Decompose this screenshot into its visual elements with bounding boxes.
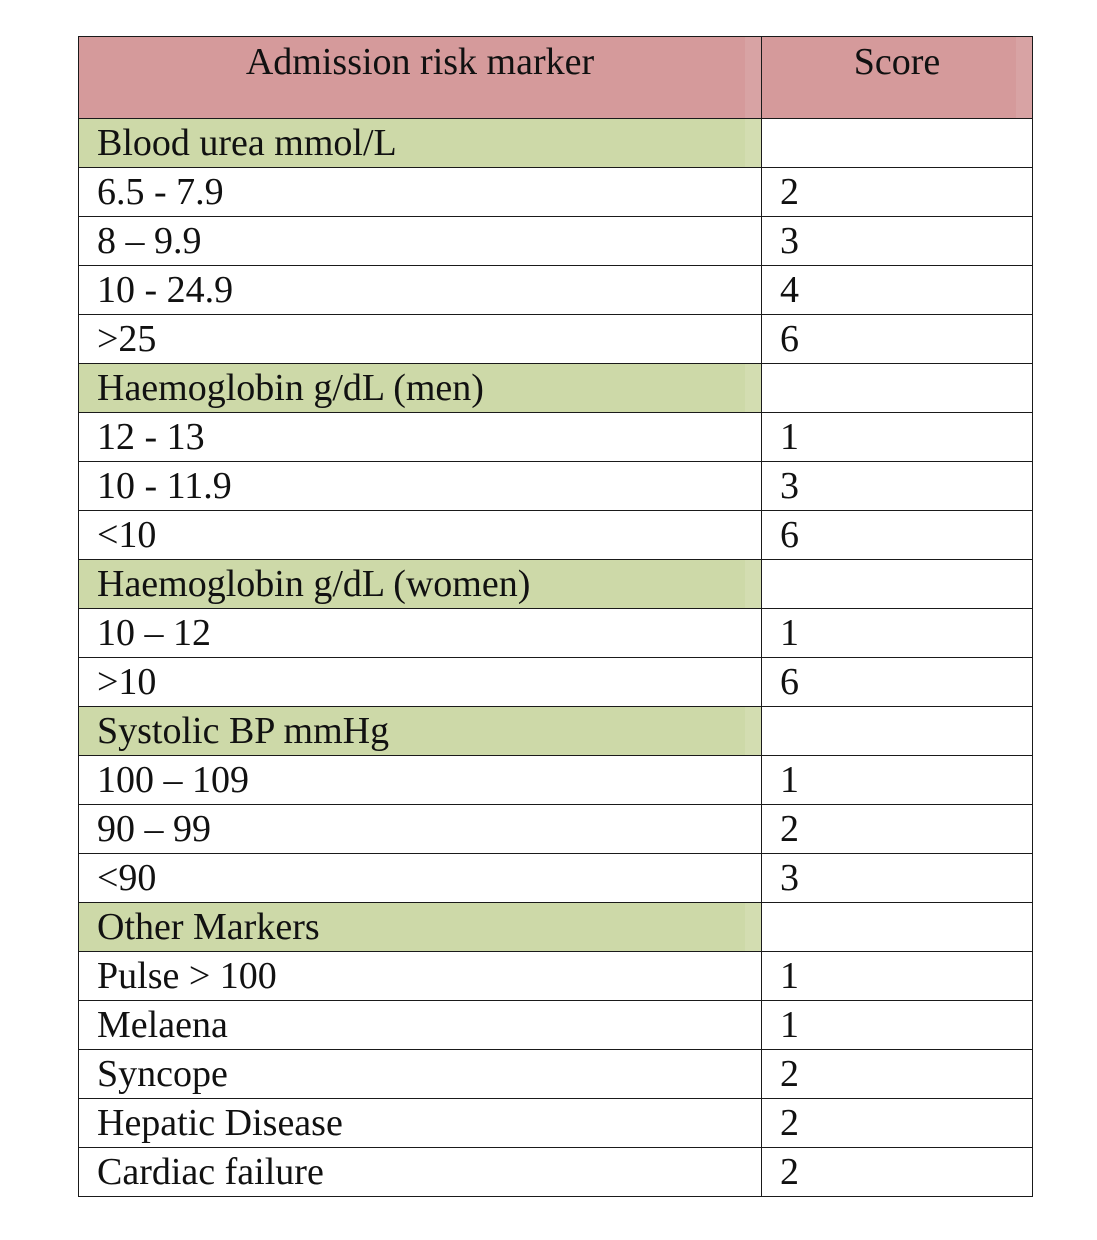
section-score-empty xyxy=(762,119,1033,168)
table-row xyxy=(79,756,1033,805)
score-cell: 6 xyxy=(762,511,1033,560)
score-cell: 3 xyxy=(762,854,1033,903)
table-row xyxy=(79,462,1033,511)
marker-cell: Melaena xyxy=(79,1001,762,1050)
score-cell: 3 xyxy=(762,217,1033,266)
marker-cell: <90 xyxy=(79,854,762,903)
table-row xyxy=(79,952,1033,1001)
score-cell: 1 xyxy=(762,756,1033,805)
score-cell: 1 xyxy=(762,1001,1033,1050)
section-title: Blood urea mmol/L xyxy=(79,119,762,168)
table-row xyxy=(79,511,1033,560)
marker-cell: Syncope xyxy=(79,1050,762,1099)
table-row xyxy=(79,658,1033,707)
marker-cell: >25 xyxy=(79,315,762,364)
table-row xyxy=(79,315,1033,364)
table-row xyxy=(79,217,1033,266)
marker-cell: 10 - 11.9 xyxy=(79,462,762,511)
table-row xyxy=(79,1001,1033,1050)
marker-cell: Pulse > 100 xyxy=(79,952,762,1001)
risk-score-table xyxy=(78,36,1033,1197)
score-cell: 1 xyxy=(762,952,1033,1001)
marker-cell: 6.5 - 7.9 xyxy=(79,168,762,217)
section-score-empty xyxy=(762,364,1033,413)
score-cell: 6 xyxy=(762,315,1033,364)
score-cell: 1 xyxy=(762,413,1033,462)
marker-cell: <10 xyxy=(79,511,762,560)
table-row xyxy=(79,266,1033,315)
score-cell: 4 xyxy=(762,266,1033,315)
marker-cell: 90 – 99 xyxy=(79,805,762,854)
score-cell: 6 xyxy=(762,658,1033,707)
table-row xyxy=(79,1099,1033,1148)
marker-cell: Cardiac failure xyxy=(79,1148,762,1197)
table-row xyxy=(79,1148,1033,1197)
score-cell: 1 xyxy=(762,609,1033,658)
table-row xyxy=(79,854,1033,903)
marker-cell: 12 - 13 xyxy=(79,413,762,462)
marker-cell: 8 – 9.9 xyxy=(79,217,762,266)
score-cell: 2 xyxy=(762,1050,1033,1099)
section-header-row xyxy=(79,903,1033,952)
section-title: Haemoglobin g/dL (men) xyxy=(79,364,762,413)
section-score-empty xyxy=(762,560,1033,609)
section-header-row xyxy=(79,364,1033,413)
score-cell: 3 xyxy=(762,462,1033,511)
score-cell: 2 xyxy=(762,168,1033,217)
section-title: Systolic BP mmHg xyxy=(79,707,762,756)
section-title: Haemoglobin g/dL (women) xyxy=(79,560,762,609)
table-row xyxy=(79,805,1033,854)
marker-cell: 100 – 109 xyxy=(79,756,762,805)
table-row xyxy=(79,413,1033,462)
table-row xyxy=(79,1050,1033,1099)
section-header-row xyxy=(79,560,1033,609)
marker-cell: 10 - 24.9 xyxy=(79,266,762,315)
section-header-row xyxy=(79,707,1033,756)
score-cell: 2 xyxy=(762,1099,1033,1148)
marker-cell: 10 – 12 xyxy=(79,609,762,658)
score-cell: 2 xyxy=(762,805,1033,854)
header-score: Score xyxy=(762,37,1033,119)
section-score-empty xyxy=(762,903,1033,952)
marker-cell: >10 xyxy=(79,658,762,707)
table-header-row xyxy=(79,37,1033,119)
section-title: Other Markers xyxy=(79,903,762,952)
header-marker: Admission risk marker xyxy=(79,37,762,119)
table-body xyxy=(79,119,1033,1197)
table-row xyxy=(79,168,1033,217)
table-row xyxy=(79,609,1033,658)
section-score-empty xyxy=(762,707,1033,756)
section-header-row xyxy=(79,119,1033,168)
score-cell: 2 xyxy=(762,1148,1033,1197)
marker-cell: Hepatic Disease xyxy=(79,1099,762,1148)
